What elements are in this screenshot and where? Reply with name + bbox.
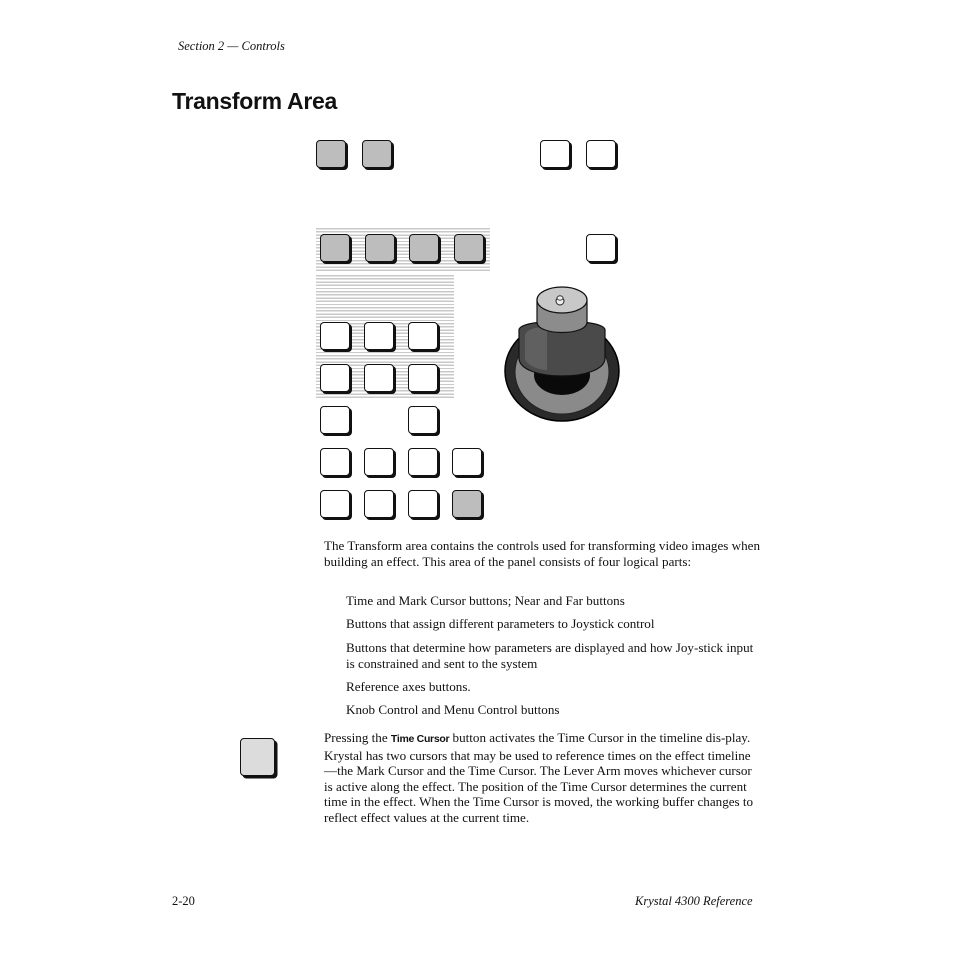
panel-button bbox=[362, 140, 392, 168]
panel-button bbox=[540, 140, 570, 168]
panel-button bbox=[320, 406, 350, 434]
section-title: Transform Area bbox=[172, 88, 337, 114]
list-item: Time and Mark Cursor buttons; Near and Far buttons bbox=[346, 593, 625, 608]
panel-button bbox=[320, 234, 350, 262]
panel-button bbox=[408, 364, 438, 392]
time-cursor-text-after: button activates the Time Cursor in the timeline dis-play. Krystal has two cursors that may be used to reference times on the effect timeline—the Mark Cursor and the Time Cursor. The Lever Arm moves whichever cursor is active along the effect. The position of the Time Cursor determines the current time in the effect. When the Time Cursor is moved, the working buffer changes to reflect effect values at the current time. bbox=[324, 730, 754, 825]
panel-button bbox=[409, 234, 439, 262]
panel-button bbox=[364, 322, 394, 350]
time-cursor-button-illustration bbox=[240, 738, 275, 776]
panel-button bbox=[320, 448, 350, 476]
panel-button bbox=[320, 490, 350, 518]
list-item: Knob Control and Menu Control buttons bbox=[346, 702, 560, 717]
book-title: Krystal 4300 Reference bbox=[635, 894, 753, 908]
panel-button bbox=[586, 234, 616, 262]
panel-button bbox=[408, 448, 438, 476]
panel-button bbox=[320, 364, 350, 392]
panel-button bbox=[452, 448, 482, 476]
page-number: 2-20 bbox=[172, 894, 195, 908]
list-item: Buttons that assign different parameters to Joystick control bbox=[346, 616, 655, 631]
panel-button bbox=[408, 406, 438, 434]
list-item: Buttons that determine how parameters are displayed and how Joy-stick input is constrained and sent to the system bbox=[346, 640, 754, 671]
running-head: Section 2 — Controls bbox=[178, 39, 285, 53]
time-cursor-text-before: Pressing the bbox=[324, 730, 391, 745]
panel-button bbox=[316, 140, 346, 168]
panel-button bbox=[408, 322, 438, 350]
panel-button bbox=[408, 490, 438, 518]
panel-button bbox=[364, 364, 394, 392]
list-item: Reference axes buttons. bbox=[346, 679, 471, 694]
panel-button bbox=[365, 234, 395, 262]
panel-button bbox=[454, 234, 484, 262]
panel-button bbox=[364, 448, 394, 476]
time-cursor-paragraph bbox=[324, 730, 760, 826]
intro-paragraph: The Transform area contains the controls used for transforming video images when building an effect. This area of the panel consists of four logical parts: bbox=[324, 538, 760, 569]
joystick-illustration bbox=[503, 278, 623, 424]
panel-button bbox=[364, 490, 394, 518]
panel-button bbox=[320, 322, 350, 350]
time-cursor-label: Time Cursor bbox=[390, 733, 450, 745]
panel-button bbox=[452, 490, 482, 518]
panel-button bbox=[586, 140, 616, 168]
